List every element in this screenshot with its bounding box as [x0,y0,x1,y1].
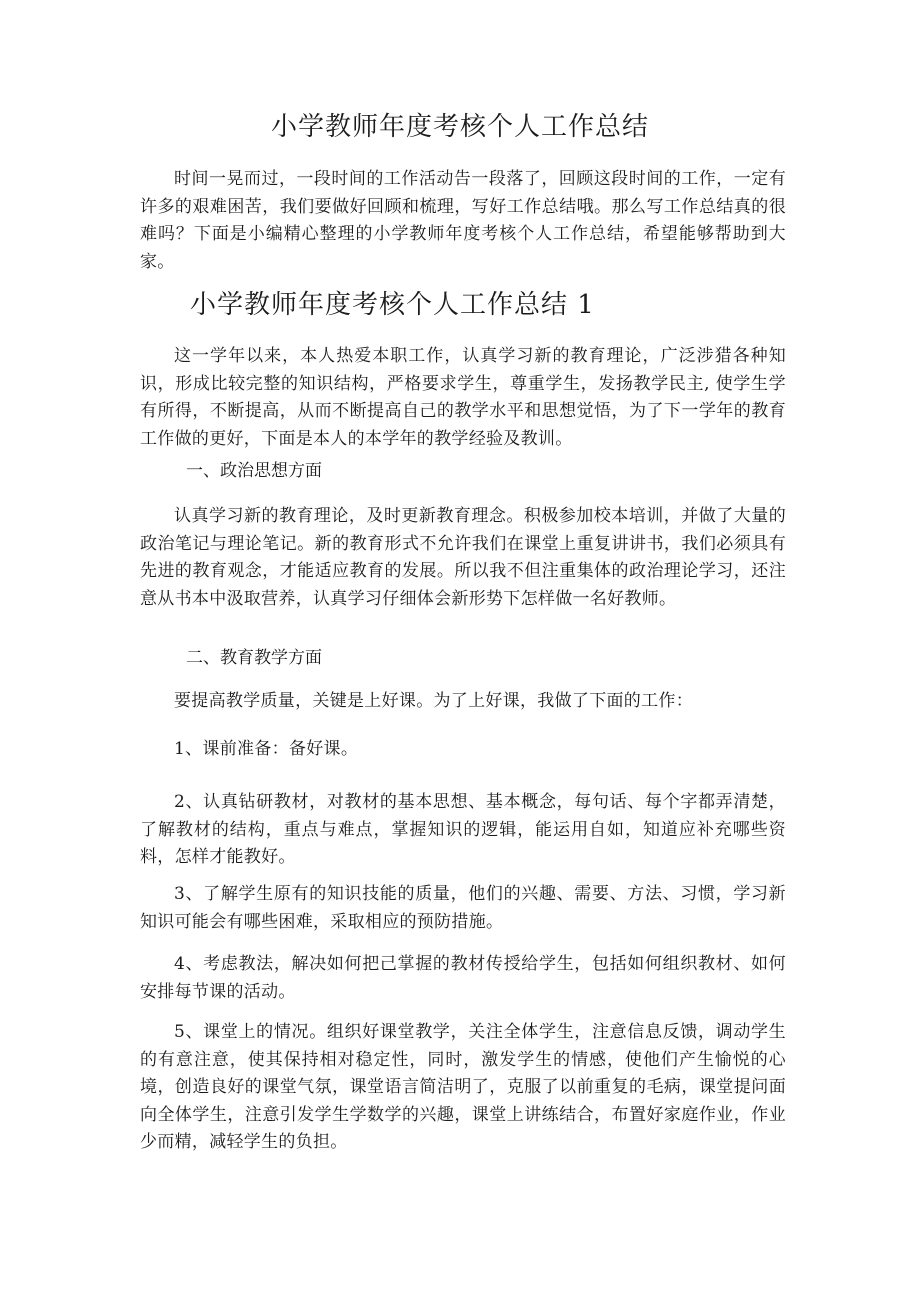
section-title: 小学教师年度考核个人工作总结 1 [190,290,595,320]
document-title: 小学教师年度考核个人工作总结 [270,112,649,142]
list-item-2: 2、认真钻研教材，对教材的基本思想、基本概念，每句话、每个字都弄清楚，了解教材的结构，重点与难点，掌握知识的逻辑，能运用自如，知道应补充哪些资料，怎样才能教好。 [140,792,786,867]
list-item-5: 5、课堂上的情况。组织好课堂教学，关注全体学生，注意信息反馈，调动学生的有意注意，使其保持相对稳定性，同时，激发学生的情感，使他们产生愉悦的心境，创造良好的课堂气氛，课堂语言简洁明了，克服了以前重复的毛病，课堂提问面向全体学生，注意引发学生学数学的兴趣，课堂上讲练结合，布置好家庭作业，作业少而精，减轻学生的负担。 [140,1022,786,1152]
list-item-1: 1、课前准备：备好课。 [174,739,359,759]
intro-paragraph: 时间一晃而过，一段时间的工作活动告一段落了，回顾这段时间的工作，一定有许多的艰难困苦，我们要做好回顾和梳理，写好工作总结哦。那么写工作总结真的很难吗？下面是小编精心整理的小学教师年度考核个人工作总结，希望能够帮助到大家。 [140,169,786,272]
list-item-3: 3、了解学生原有的知识技能的质量，他们的兴趣、需要、方法、习惯，学习新知识可能会有哪些困难，采取相应的预防措施。 [140,884,786,932]
list-item-4: 4、考虑教法，解决如何把己掌握的教材传授给学生，包括如何组织教材、如何安排每节课的活动。 [140,954,786,1002]
paragraph-3: 要提高教学质量，关键是上好课。为了上好课，我做了下面的工作： [174,691,693,711]
paragraph-1: 这一学年以来，本人热爱本职工作，认真学习新的教育理论，广泛涉猎各种知识，形成比较完整的知识结构，严格要求学生，尊重学生，发扬教学民主, 使学生学有所得，不断提高，从而不断提高自己的教学水平和思想觉悟，为了下一学年的教育工作做的更好，下面是本人的本学年的教学经验及教训。 [140,346,786,449]
paragraph-2: 认真学习新的教育理论，及时更新教育理念。积极参加校本培训，并做了大量的政治笔记与理论笔记。新的教育形式不允许我们在课堂上重复讲讲书，我们必须具有先进的教育观念，才能适应教育的发展。所以我不但注重集体的政治理论学习，还注意从书本中汲取营养，认真学习仔细体会新形势下怎样做一名好教师。 [140,506,786,609]
heading-teaching: 二、教育教学方面 [186,648,322,668]
heading-political: 一、政治思想方面 [186,461,322,481]
